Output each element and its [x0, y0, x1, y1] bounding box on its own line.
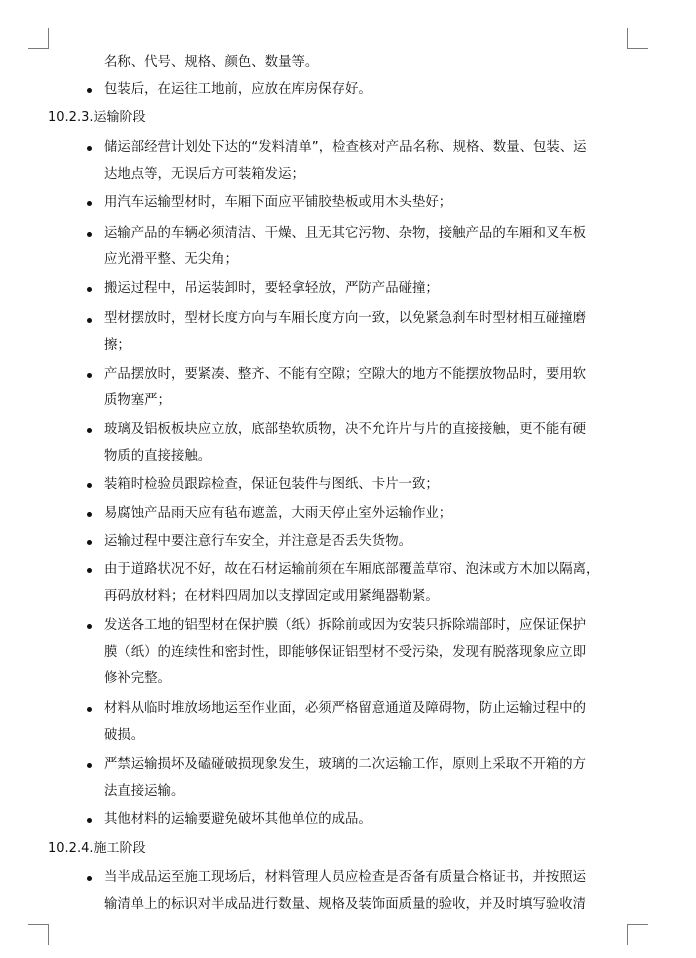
section-heading: 10.2.4.施工阶段: [48, 841, 146, 856]
list-item: 运输过程中要注意行车安全，并注意是否丢失货物。: [104, 534, 412, 549]
list-item-continuation: 破损。: [104, 728, 145, 743]
list-item: 材料从临时堆放场地运至作业面，必须严格留意通道及障碍物，防止运输过程中的: [104, 701, 587, 716]
list-item-continuation: 输清单上的标识对半成品进行数量、规格及装饰面质量的验收，并及时填写验收清: [104, 897, 587, 912]
page-corner-mark-top-left: [28, 28, 49, 49]
bullet-dot: [87, 540, 92, 545]
list-item: 当半成品运至施工现场后，材料管理人员应检查是否备有质量合格证书，并按照运: [104, 870, 587, 885]
bullet-dot: [87, 624, 92, 629]
list-item-continuation: 达地点等，无误后方可装箱发运；: [104, 167, 305, 182]
section-heading: 10.2.3.运输阶段: [48, 110, 146, 125]
list-item: 严禁运输损坏及磕碰破损现象发生，玻璃的二次运输工作，原则上采取不开箱的方: [104, 757, 587, 772]
list-item: 易腐蚀产品雨天应有毡布遮盖，大雨天停止室外运输作业；: [104, 506, 453, 521]
list-item: 玻璃及铝板板块应立放，底部垫软质物，决不允许片与片的直接接触，更不能有硬: [104, 422, 587, 437]
list-item-continuation: 擦；: [104, 338, 131, 353]
bullet-dot: [87, 146, 92, 151]
bullet-dot: [87, 568, 92, 573]
bullet-dot: [87, 88, 92, 93]
bullet-dot: [87, 876, 92, 881]
list-item-continuation: 应光滑平整、无尖角；: [104, 252, 238, 267]
bullet-dot: [87, 232, 92, 237]
page-corner-mark-bottom-right: [627, 924, 648, 945]
list-item-continuation: 物质的直接接触。: [104, 449, 212, 464]
bullet-dot: [87, 483, 92, 488]
list-item: 发送各工地的铝型材在保护膜（纸）拆除前或因为安装只拆除端部时，应保证保护: [104, 618, 587, 633]
list-item-continuation: 再码放材料；在材料四周加以支撑固定或用紧绳器勒紧。: [104, 589, 439, 604]
bullet-dot: [87, 201, 92, 206]
list-item: 用汽车运输型材时，车厢下面应平铺胶垫板或用木头垫好；: [104, 195, 453, 210]
page-corner-mark-bottom-left: [28, 924, 49, 945]
list-item: 型材摆放时，型材长度方向与车厢长度方向一致，以免紧急刹车时型材相互碰撞磨: [104, 311, 587, 326]
bullet-dot: [87, 428, 92, 433]
list-item: 由于道路状况不好，故在石材运输前须在车厢底部覆盖草帘、泡沫或方木加以隔离，: [104, 562, 600, 577]
list-item: 储运部经营计划处下达的“发料清单”，检查核对产品名称、规格、数量、包装、运: [104, 140, 587, 155]
list-item-continuation: 法直接运输。: [104, 784, 185, 799]
list-item: 其他材料的运输要避免破坏其他单位的成品。: [104, 812, 372, 827]
list-item-continuation: 修补完整。: [104, 671, 171, 686]
list-item-continuation: 膜（纸）的连续性和密封性，即能够保证铝型材不受污染，发现有脱落现象应立即: [104, 645, 587, 660]
list-item: 运输产品的车辆必须清洁、干燥、且无其它污物、杂物，接触产品的车厢和叉车板: [104, 226, 587, 241]
list-item: 包装后，在运往工地前，应放在库房保存好。: [104, 82, 372, 97]
page-corner-mark-top-right: [627, 28, 648, 49]
bullet-dot: [87, 707, 92, 712]
list-item: 装箱时检验员跟踪检查，保证包装件与图纸、卡片一致；: [104, 477, 439, 492]
list-item-continuation: 质物塞严；: [104, 393, 171, 408]
bullet-dot: [87, 763, 92, 768]
list-item: 搬运过程中，吊运装卸时，要轻拿轻放，严防产品碰撞；: [104, 281, 439, 296]
list-item: 产品摆放时，要紧凑、整齐、不能有空隙；空隙大的地方不能摆放物品时，要用软: [104, 367, 587, 382]
bullet-dot: [87, 373, 92, 378]
bullet-dot: [87, 318, 92, 323]
continuation-line: 名称、代号、规格、颜色、数量等。: [104, 55, 319, 70]
bullet-dot: [87, 287, 92, 292]
bullet-dot: [87, 512, 92, 517]
bullet-dot: [87, 818, 92, 823]
